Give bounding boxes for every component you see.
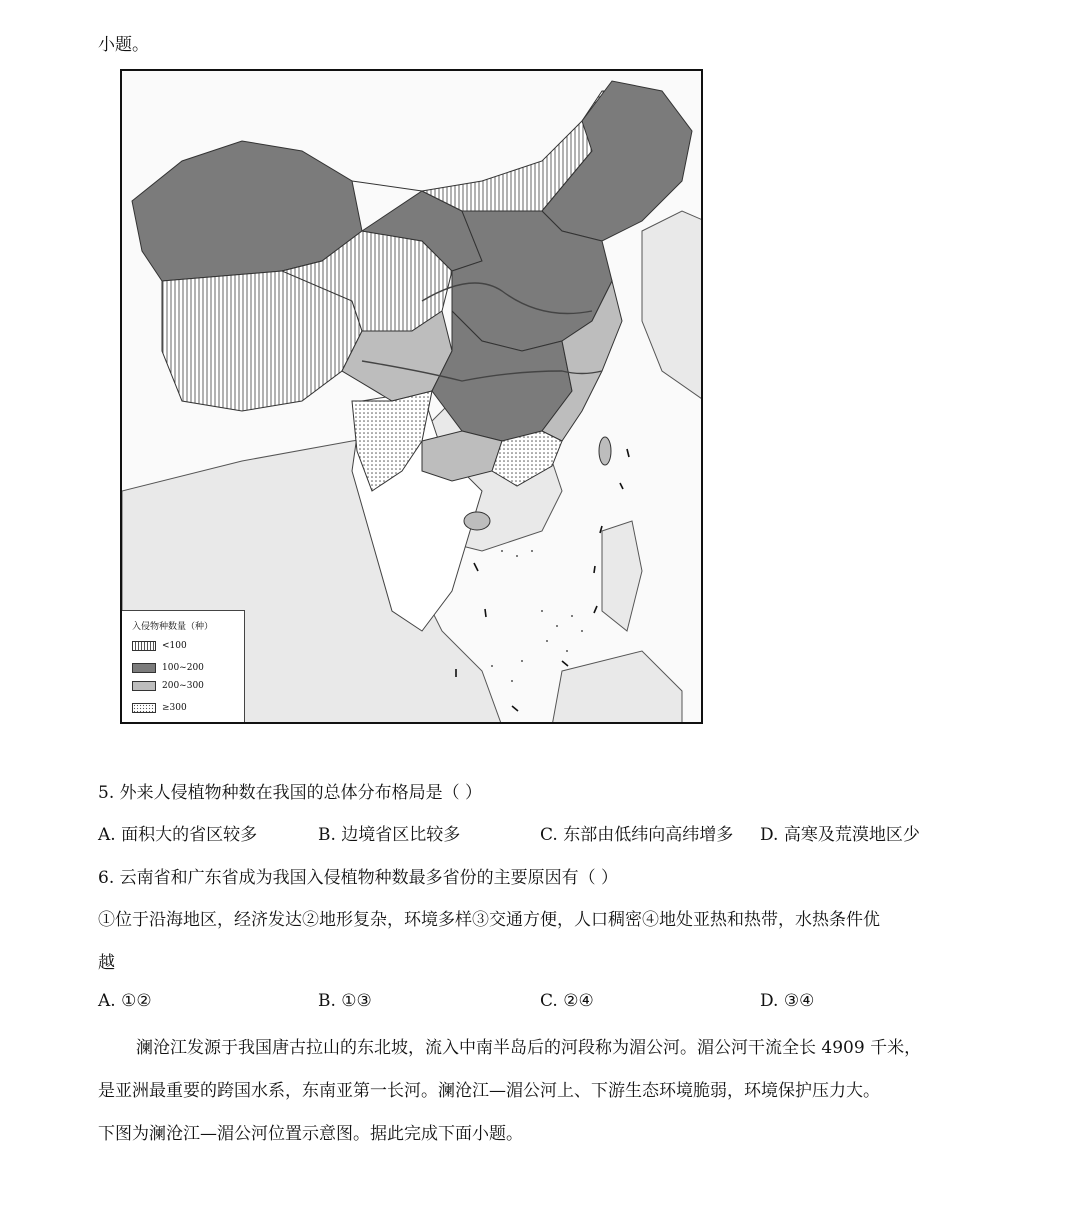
region-taiwan <box>599 437 611 465</box>
q6-option-d[interactable]: D. ③④ <box>760 991 815 1011</box>
q6-option-b[interactable]: B. ①③ <box>318 991 372 1011</box>
legend-label: ≥300 <box>162 703 187 713</box>
q6-statements-cont: 越 <box>98 953 115 973</box>
question-5-stem: 5. 外来人侵植物种数在我国的总体分布格局是（ ） <box>98 783 483 803</box>
legend-label: 100~200 <box>162 663 204 673</box>
q6-statements: ①位于沿海地区，经济发达②地形复杂，环境多样③交通方便，人口稠密④地处亚热和热带，水热条件优 <box>98 910 880 930</box>
invasive-species-map <box>120 69 703 724</box>
legend-swatch-light <box>132 681 156 691</box>
q5-option-d[interactable]: D. 高寒及荒漠地区少 <box>760 825 920 845</box>
legend-label: 200~300 <box>162 681 204 691</box>
intro-tail: 小题。 <box>98 35 149 55</box>
map-legend <box>122 610 245 722</box>
legend-swatch-dark <box>132 663 156 673</box>
legend-label: <100 <box>162 641 187 651</box>
legend-item-200-300 <box>132 681 204 691</box>
legend-item-lt100 <box>132 641 187 651</box>
passage-line-2: 是亚洲最重要的跨国水系，东南亚第一长河。澜沧江—湄公河上、下游生态环境脆弱，环境保护压力大。 <box>98 1081 880 1101</box>
q5-option-b[interactable]: B. 边境省区比较多 <box>318 825 461 845</box>
region-hainan <box>464 512 490 530</box>
passage-line-1: 澜沧江发源于我国唐古拉山的东北坡，流入中南半岛后的河段称为湄公河。湄公河干流全长 4909 千米， <box>136 1038 922 1058</box>
q6-option-c[interactable]: C. ②④ <box>540 991 594 1011</box>
q5-option-c[interactable]: C. 东部由低纬向高纬增多 <box>540 825 734 845</box>
passage-line-3: 下图为澜沧江—湄公河位置示意图。据此完成下面小题。 <box>98 1124 523 1144</box>
legend-swatch-dots <box>132 703 156 713</box>
legend-swatch-hatch <box>132 641 156 651</box>
legend-item-100-200 <box>132 663 204 673</box>
question-6-stem: 6. 云南省和广东省成为我国入侵植物种数最多省份的主要原因有（ ） <box>98 868 619 888</box>
q6-option-a[interactable]: A. ①② <box>98 991 152 1011</box>
legend-title: 入侵物种数量（种） <box>132 622 214 632</box>
legend-item-ge300 <box>132 703 187 713</box>
q5-option-a[interactable]: A. 面积大的省区较多 <box>98 825 258 845</box>
